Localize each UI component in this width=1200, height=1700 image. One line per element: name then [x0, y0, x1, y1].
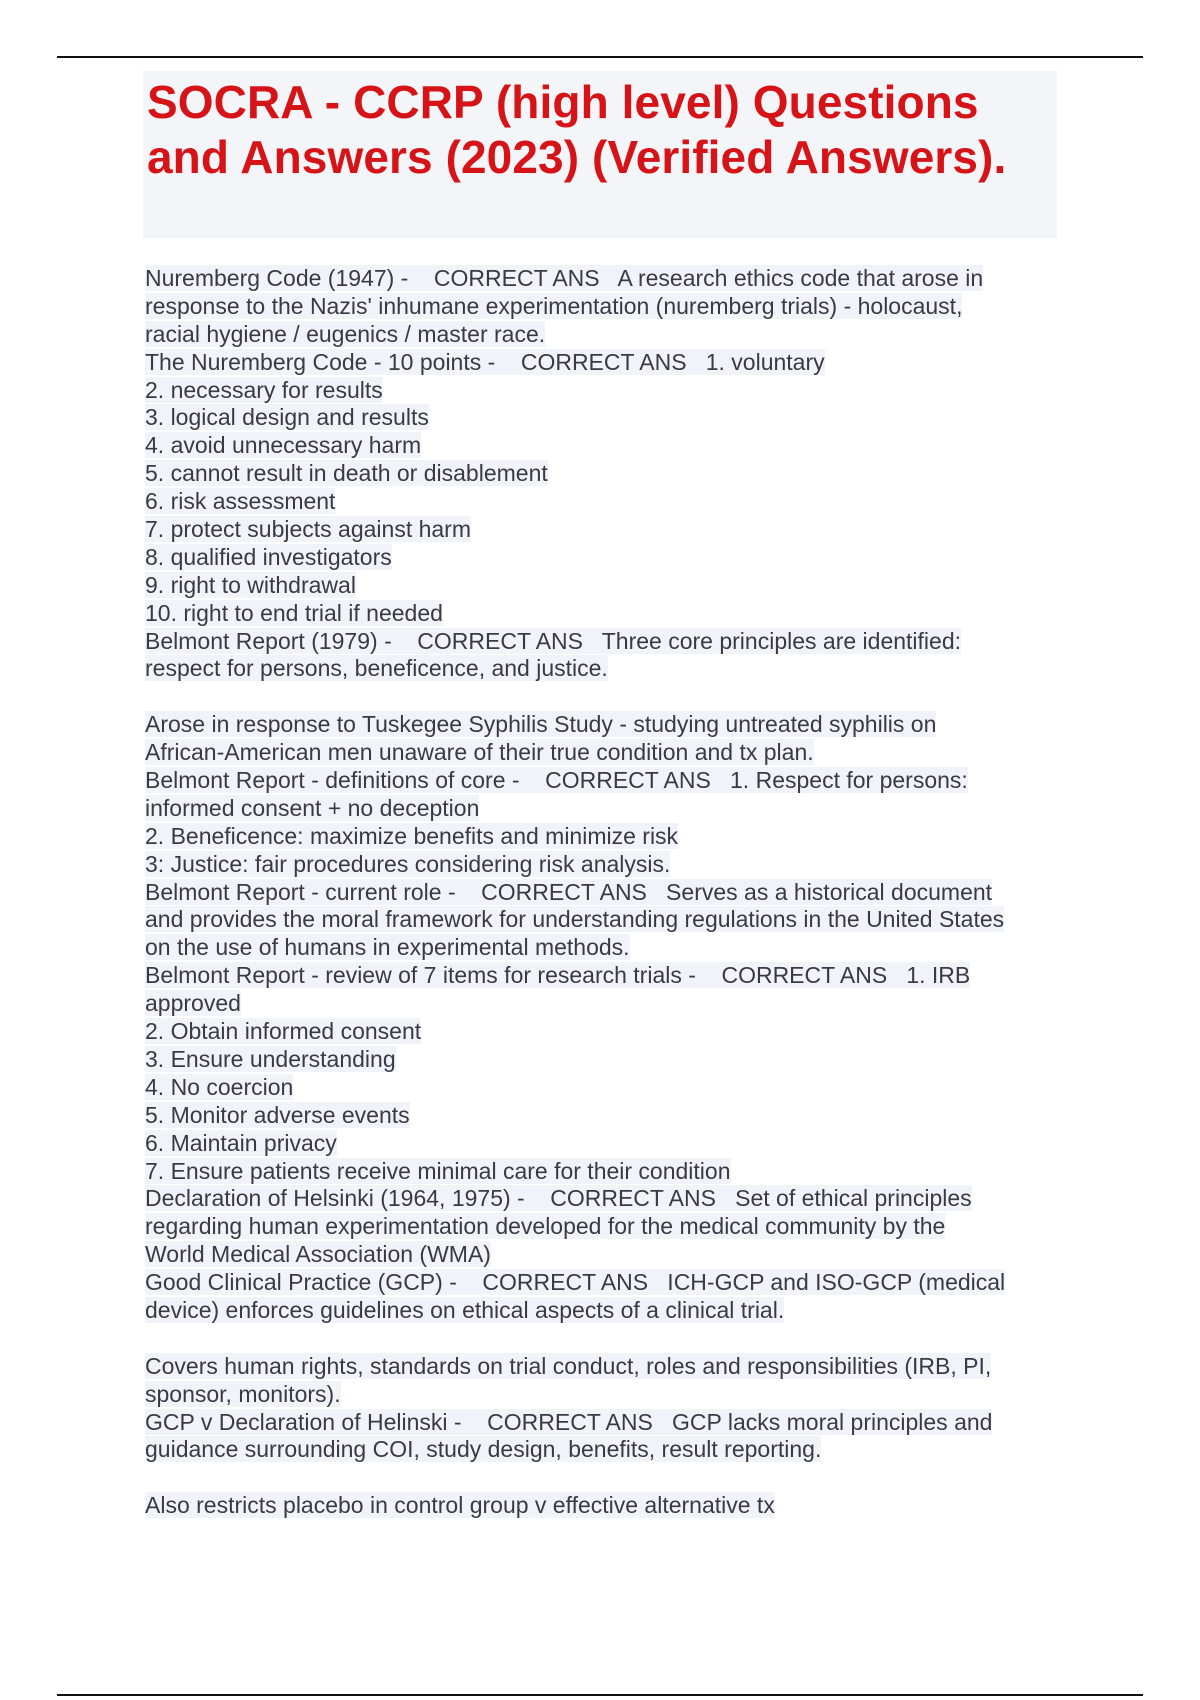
text-line	[145, 1213, 1065, 1241]
text-line-content: 8. qualified investigators	[145, 543, 392, 570]
text-line-content: Belmont Report - current role - CORRECT ANS Serves as a historical document	[145, 878, 993, 905]
text-line	[145, 1074, 1065, 1102]
text-line-content: on the use of humans in experimental methods.	[145, 934, 630, 961]
document-body	[145, 265, 1065, 1520]
text-line-content: Arose in response to Tuskegee Syphilis Study - studying untreated syphilis on	[145, 711, 937, 738]
text-line-content: 3. logical design and results	[145, 404, 429, 431]
text-line	[145, 962, 1065, 990]
text-line-content: Also restricts placebo in control group v effective alternative tx	[145, 1492, 775, 1519]
text-line	[145, 990, 1065, 1018]
bottom-rule	[57, 1694, 1143, 1696]
text-line	[145, 628, 1065, 656]
blank-line	[145, 1325, 1065, 1353]
document-title	[147, 71, 1053, 185]
text-line	[145, 1241, 1065, 1269]
text-line	[145, 739, 1065, 767]
text-line	[145, 767, 1065, 795]
text-line	[145, 516, 1065, 544]
text-line	[145, 655, 1065, 683]
text-line-content: approved	[145, 990, 241, 1017]
text-line	[145, 432, 1065, 460]
text-line-content: Nuremberg Code (1947) - CORRECT ANS A research ethics code that arose in	[145, 265, 984, 291]
text-line	[145, 1102, 1065, 1130]
text-line	[145, 377, 1065, 405]
text-line	[145, 1018, 1065, 1046]
text-line	[145, 1353, 1065, 1381]
text-line-content: informed consent + no deception	[145, 794, 480, 821]
text-line-content: 7. Ensure patients receive minimal care for their condition	[145, 1157, 731, 1184]
text-line	[145, 1492, 1065, 1520]
text-line-content: Belmont Report - definitions of core - CORRECT ANS 1. Respect for persons:	[145, 767, 968, 794]
text-line-content: 5. Monitor adverse events	[145, 1101, 410, 1128]
text-line-content: 3. Ensure understanding	[145, 1045, 396, 1072]
text-line-content: racial hygiene / eugenics / master race.	[145, 320, 546, 347]
text-line-content: 4. avoid unnecessary harm	[145, 432, 422, 459]
text-line-content: 9. right to withdrawal	[145, 571, 356, 598]
text-line-content: regarding human experimentation developed for the medical community by the	[145, 1213, 946, 1240]
text-line	[145, 1297, 1065, 1325]
text-line	[145, 488, 1065, 516]
text-line-content: response to the Nazis' inhumane experimentation (nuremberg trials) - holocaust,	[145, 292, 963, 319]
text-line-content: Belmont Report - review of 7 items for research trials - CORRECT ANS 1. IRB	[145, 962, 971, 989]
text-line-content: 10. right to end trial if needed	[145, 599, 443, 626]
title-line-1: SOCRA - CCRP (high level) Questions	[147, 76, 979, 128]
text-line	[145, 1436, 1065, 1464]
text-line	[145, 906, 1065, 934]
text-line-content: GCP v Declaration of Helinski - CORRECT ANS GCP lacks moral principles and	[145, 1408, 993, 1435]
text-line	[145, 1185, 1065, 1213]
text-line-content: and provides the moral framework for understanding regulations in the United States	[145, 906, 1005, 933]
text-line-content: Declaration of Helsinki (1964, 1975) - CORRECT ANS Set of ethical principles	[145, 1185, 972, 1212]
text-line	[145, 851, 1065, 879]
text-line-content: World Medical Association (WMA)	[145, 1241, 491, 1268]
text-line-content: 2. necessary for results	[145, 376, 383, 403]
text-line	[145, 1158, 1065, 1186]
text-line	[145, 404, 1065, 432]
text-line	[145, 1409, 1065, 1437]
text-line	[145, 544, 1065, 572]
text-line-content: 6. risk assessment	[145, 488, 336, 515]
text-line-content: 2. Beneficence: maximize benefits and minimize risk	[145, 822, 679, 849]
top-rule	[57, 56, 1143, 58]
blank-line	[145, 1464, 1065, 1492]
text-line-content: sponsor, monitors).	[145, 1380, 341, 1407]
text-line	[145, 321, 1065, 349]
text-line-content: 5. cannot result in death or disablement	[145, 460, 548, 487]
text-line-content: Covers human rights, standards on trial conduct, roles and responsibilities (IRB, PI,	[145, 1352, 992, 1379]
text-line-content: respect for persons, beneficence, and justice.	[145, 655, 608, 682]
text-line-content: 3: Justice: fair procedures considering risk analysis.	[145, 850, 671, 877]
text-line-content: 6. Maintain privacy	[145, 1129, 337, 1156]
text-line	[145, 1381, 1065, 1409]
title-block	[143, 71, 1057, 238]
text-line	[145, 1130, 1065, 1158]
text-line	[145, 879, 1065, 907]
text-line	[145, 934, 1065, 962]
text-line	[145, 572, 1065, 600]
text-line	[145, 1269, 1065, 1297]
text-line-content: 7. protect subjects against harm	[145, 516, 471, 543]
text-line	[145, 600, 1065, 628]
text-line	[145, 823, 1065, 851]
text-line	[145, 460, 1065, 488]
text-line-content: 2. Obtain informed consent	[145, 1018, 422, 1045]
blank-line	[145, 683, 1065, 711]
text-line-content: device) enforces guidelines on ethical aspects of a clinical trial.	[145, 1296, 785, 1323]
text-line	[145, 265, 1065, 293]
text-line-content: 4. No coercion	[145, 1073, 294, 1100]
text-line-content: guidance surrounding COI, study design, benefits, result reporting.	[145, 1436, 822, 1463]
text-line-content: Good Clinical Practice (GCP) - CORRECT ANS ICH-GCP and ISO-GCP (medical	[145, 1269, 1006, 1296]
title-line-2: and Answers (2023) (Verified Answers).	[147, 131, 1007, 183]
text-line-content: Belmont Report (1979) - CORRECT ANS Three core principles are identified:	[145, 627, 961, 654]
text-line	[145, 711, 1065, 739]
text-line-content: African-American men unaware of their true condition and tx plan.	[145, 739, 814, 766]
text-line	[145, 1046, 1065, 1074]
text-line	[145, 349, 1065, 377]
text-line	[145, 795, 1065, 823]
text-line	[145, 293, 1065, 321]
text-line-content: The Nuremberg Code - 10 points - CORRECT ANS 1. voluntary	[145, 348, 825, 375]
